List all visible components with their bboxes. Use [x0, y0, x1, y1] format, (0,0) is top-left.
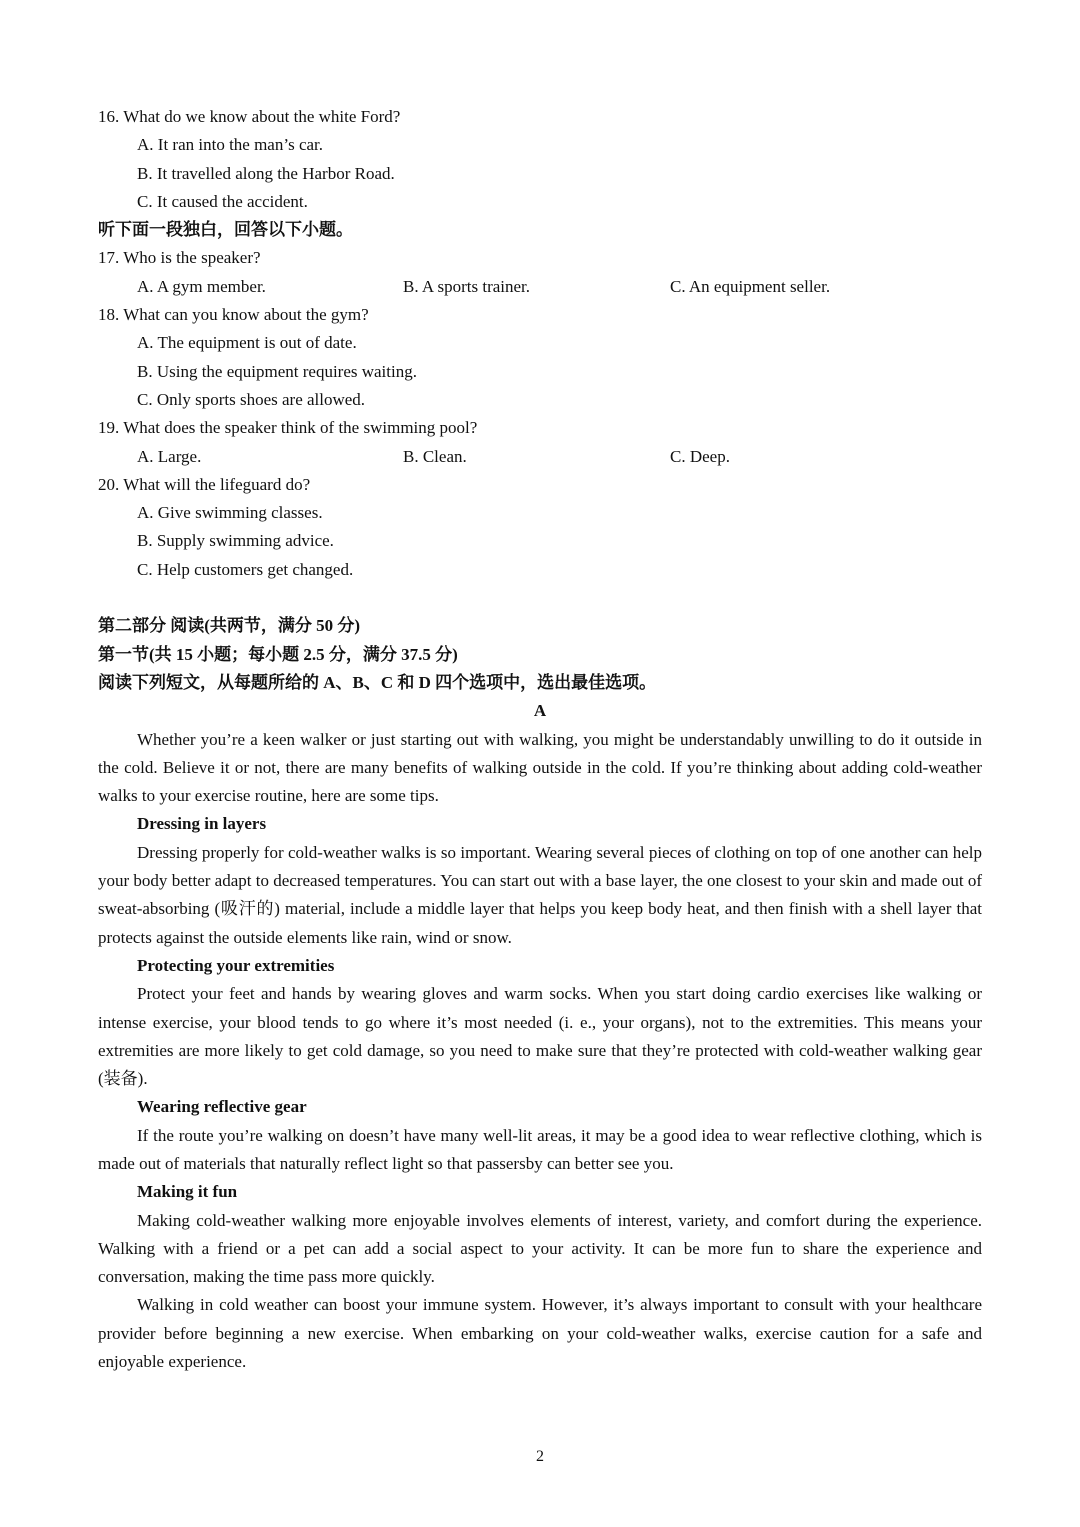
passage-label: A [533, 701, 547, 721]
paragraph-fun: Making cold-weather walking more enjoyable involves elements of interest, variety, and comfort during the experience. Walking with a friend or a pet can add a social aspect to your activity. It can be more fun to share the experience and conversation, making the time pass more quickly. [98, 1210, 982, 1287]
subheading-fun: Making it fun [137, 1182, 238, 1202]
question-17-option-a: A. A gym member. [137, 276, 266, 296]
paragraph-dressing: Dressing properly for cold-weather walks is so important. Wearing several pieces of clothing on top of one another can help your body better adapt to decreased temperatures. You can start out with a base layer, the one closest to your skin and made out of sweat-absorbing (吸汗的) material, include a middle layer that helps you keep body heat, and then finish with a shell layer that protects against the outside elements like rain, wind or snow. [98, 842, 982, 947]
question-19-stem: 19. What does the speaker think of the swimming pool? [98, 418, 478, 438]
subheading-extremities: Protecting your extremities [137, 955, 335, 975]
question-20-option-c: C. Help customers get changed. [137, 559, 354, 579]
question-19-option-c: C. Deep. [670, 446, 730, 466]
subheading-dressing: Dressing in layers [137, 814, 267, 834]
question-18-stem: 18. What can you know about the gym? [98, 305, 369, 325]
page-number: 2 [536, 1448, 544, 1465]
question-20-option-b: B. Supply swimming advice. [137, 531, 334, 551]
monologue-instruction: 听下面一段独白，回答以下小题。 [98, 220, 353, 240]
paragraph-reflective: If the route you’re walking on doesn’t have many well-lit areas, it may be a good idea to wear reflective clothing, which is made out of materials that naturally reflect light so that passersby can better see you. [98, 1125, 982, 1173]
paragraph-extremities: Protect your feet and hands by wearing gloves and warm socks. When you start doing cardio exercises like walking or intense exercise, your blood tends to go where it’s most needed (i. e., your organs), not to the extremities. This means your extremities are more likely to get cold damage, so you need to make sure that they’re protected with cold-weather walking gear (装备). [98, 984, 982, 1089]
question-19-options [98, 443, 982, 471]
question-16-option-b: B. It travelled along the Harbor Road. [137, 163, 395, 183]
question-20-option-a: A. Give swimming classes. [137, 503, 323, 523]
question-20-stem: 20. What will the lifeguard do? [98, 474, 311, 494]
page-content [98, 103, 982, 1376]
question-19-option-a: A. Large. [137, 446, 202, 466]
question-18-option-a: A. The equipment is out of date. [137, 333, 357, 353]
question-16-option-a: A. It ran into the man’s car. [137, 135, 324, 155]
reading-instruction: 阅读下列短文，从每题所给的 A、B、C 和 D 四个选项中，选出最佳选项。 [98, 672, 657, 692]
question-17-option-c: C. An equipment seller. [670, 276, 831, 296]
subheading-reflective: Wearing reflective gear [137, 1097, 307, 1117]
question-16-stem: 16. What do we know about the white Ford? [98, 107, 401, 126]
question-17-stem: 17. Who is the speaker? [98, 248, 261, 268]
question-18-option-c: C. Only sports shoes are allowed. [137, 389, 366, 409]
question-18-option-b: B. Using the equipment requires waiting. [137, 361, 417, 381]
spacer [98, 584, 982, 612]
part-two-heading: 第二部分 阅读(共两节，满分 50 分) [98, 616, 361, 636]
paragraph-conclusion: Walking in cold weather can boost your immune system. However, it’s always important to consult with your healthcare provider before beginning a new exercise. When embarking on your cold-weather walks, exercise caution for a safe and enjoyable experience. [98, 1295, 982, 1372]
question-17-options [98, 273, 982, 301]
question-16-option-c: C. It caused the accident. [137, 191, 308, 211]
question-17-option-b: B. A sports trainer. [403, 276, 531, 296]
passage-intro: Whether you’re a keen walker or just starting out with walking, you might be understandably unwilling to do it outside in the cold. Believe it or not, there are many benefits of walking outside in the cold. If you’re thinking about adding cold-weather walks to your exercise routine, here are some tips. [98, 729, 982, 806]
section-one-heading: 第一节(共 15 小题；每小题 2.5 分，满分 37.5 分) [98, 644, 458, 664]
question-19-option-b: B. Clean. [403, 446, 467, 466]
